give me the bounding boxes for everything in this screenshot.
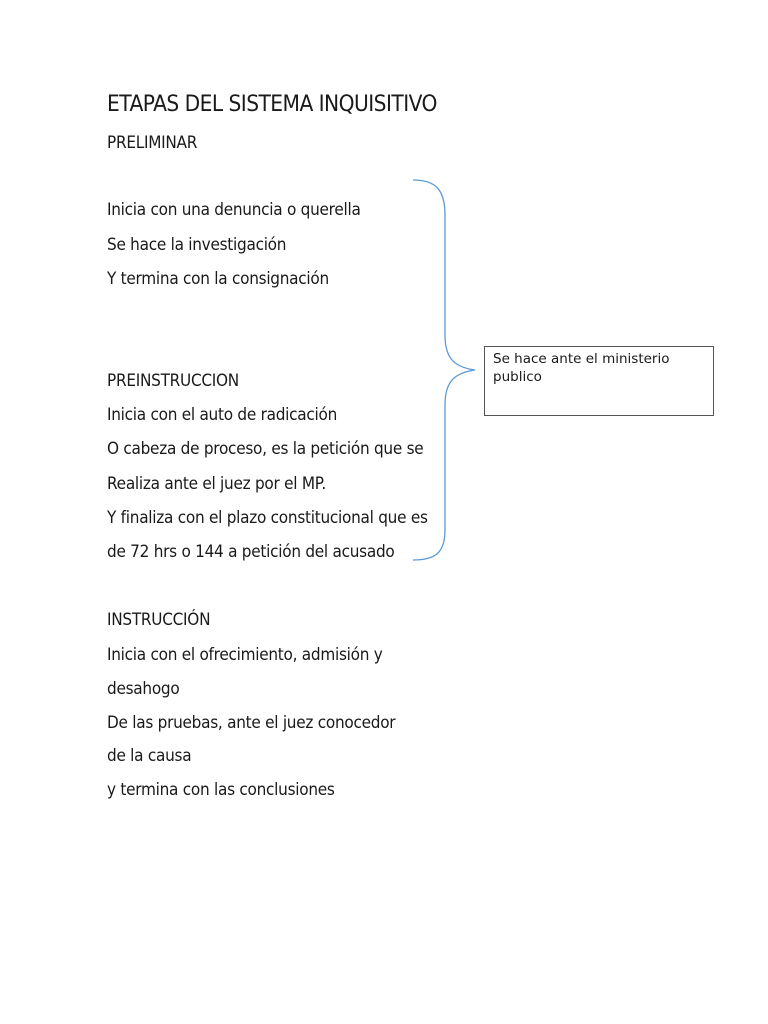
- preinstruccion-line-4: Y finaliza con el plazo constitucional que es: [107, 508, 428, 528]
- instruccion-line-3: De las pruebas, ante el juez conocedor: [107, 713, 396, 733]
- instruccion-line-1: Inicia con el ofrecimiento, admisión y: [107, 645, 383, 665]
- preliminar-line-2: Se hace la investigación: [107, 235, 287, 255]
- preinstruccion-line-5: de 72 hrs o 144 a petición del acusado: [107, 542, 395, 562]
- callout-text-line-1: Se hace ante el ministerio: [493, 351, 670, 367]
- preinstruccion-line-2: O cabeza de proceso, es la petición que se: [107, 439, 424, 459]
- section-heading-instruccion: INSTRUCCIÓN: [107, 610, 211, 630]
- instruccion-line-4: de la causa: [107, 746, 192, 766]
- preinstruccion-line-3: Realiza ante el juez por el MP.: [107, 474, 326, 494]
- section-heading-preliminar: PRELIMINAR: [107, 133, 198, 153]
- right-brace-icon: [405, 175, 485, 565]
- callout-text-line-2: publico: [493, 369, 542, 385]
- document-title: ETAPAS DEL SISTEMA INQUISITIVO: [107, 92, 437, 117]
- preliminar-line-3: Y termina con la consignación: [107, 269, 329, 289]
- callout-box: [484, 346, 714, 416]
- section-heading-preinstruccion: PREINSTRUCCION: [107, 371, 239, 391]
- instruccion-line-5: y termina con las conclusiones: [107, 780, 335, 800]
- preliminar-line-1: Inicia con una denuncia o querella: [107, 200, 361, 220]
- preinstruccion-line-1: Inicia con el auto de radicación: [107, 405, 338, 425]
- instruccion-line-2: desahogo: [107, 679, 180, 699]
